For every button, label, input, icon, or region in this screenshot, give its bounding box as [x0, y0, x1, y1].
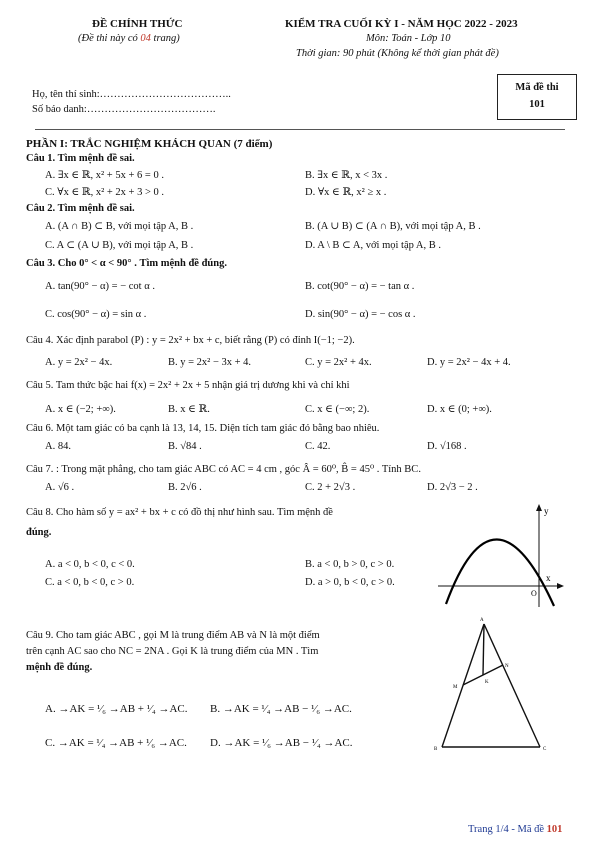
parabola-curve: [446, 539, 554, 606]
point-a-label: A: [480, 618, 484, 623]
point-m-label: M: [453, 685, 458, 690]
q7-option-a: A. √6 .: [45, 482, 75, 493]
q9-option-a: A. →AK = ¹⁄₆ →AB + ¹⁄₄ →AC.: [45, 703, 188, 715]
q4-stem: Câu 4. Xác định parabol (P) : y = 2x² + bx + c, biết rằng (P) có đỉnh I(−1; −2).: [26, 335, 355, 346]
triangle-figure: [428, 612, 568, 760]
q7-option-d: D. 2√3 − 2 .: [427, 482, 478, 493]
q4-option-c: C. y = 2x² + 4x.: [305, 357, 372, 368]
page-footer: [468, 824, 562, 835]
page-count-prefix: (Đề thi này có: [78, 33, 141, 44]
q7-option-b: B. 2√6 .: [168, 482, 202, 493]
edge-ab: [442, 624, 484, 747]
point-b-label: B: [434, 747, 438, 752]
q9-stem-line3: mệnh đề đúng.: [26, 662, 93, 673]
q1-option-c: C. ∀x ∈ ℝ, x² + 2x + 3 > 0 .: [45, 187, 165, 198]
segment-ak: [483, 624, 484, 675]
q3-option-b: B. cot(90° − α) = − tan α .: [305, 281, 415, 292]
x-axis-arrow: [557, 583, 564, 589]
q5-option-d: D. x ∈ (0; +∞).: [427, 404, 492, 415]
q3-option-c: C. cos(90° − α) = sin α .: [45, 309, 147, 320]
q2-option-a: A. (A ∩ B) ⊂ B, với mọi tập A, B .: [45, 221, 194, 232]
q8-stem-end: đúng.: [26, 527, 52, 538]
exam-code-label: Mã đề thi: [515, 82, 559, 93]
q8-option-d: D. a > 0, b < 0, c > 0.: [305, 577, 395, 588]
q3-stem: Câu 3. Cho 0° < α < 90° . Tìm mệnh đề đúng.: [26, 258, 227, 269]
origin-label: O: [531, 589, 537, 598]
q5-option-b: B. x ∈ ℝ.: [168, 404, 210, 415]
section-title: PHẦN I: TRẮC NGHIỆM KHÁCH QUAN (7 điểm): [26, 138, 273, 150]
edge-ac: [484, 624, 540, 747]
parabola-graph: [436, 502, 566, 612]
candidate-name-line: Họ, tên thí sinh:………………………………..: [32, 89, 231, 100]
q5-option-c: C. x ∈ (−∞; 2).: [305, 404, 370, 415]
q2-option-b: B. (A ∪ B) ⊂ (A ∩ B), với mọi tập A, B .: [305, 221, 481, 232]
q2-option-d: D. A \ B ⊂ A, với mọi tập A, B .: [305, 240, 441, 251]
q7-stem: Câu 7. : Trong mặt phẳng, cho tam giác ABC có AC = 4 cm , góc Â = 60⁰, B̂ = 45⁰ . Tính BC.: [26, 464, 421, 475]
q6-option-d: D. √168 .: [427, 441, 467, 452]
q3-option-d: D. sin(90° − α) = − cos α .: [305, 309, 416, 320]
q5-stem: Câu 5. Tam thức bậc hai f(x) = 2x² + 2x + 5 nhận giá trị dương khi và chỉ khi: [26, 380, 350, 391]
q8-option-a: A. a < 0, b < 0, c < 0.: [45, 559, 135, 570]
footer-text: Trang 1/4 - Mã đề: [468, 824, 547, 835]
subject-line: Môn: Toán - Lớp 10: [366, 33, 451, 44]
q6-stem: Câu 6. Một tam giác có ba cạnh là 13, 14, 15. Diện tích tam giác đó bằng bao nhiêu.: [26, 423, 380, 434]
exam-title: KIỂM TRA CUỐI KỲ I - NĂM HỌC 2022 - 2023: [285, 18, 518, 30]
y-axis-label: y: [544, 506, 549, 516]
q6-option-c: C. 42.: [305, 441, 331, 452]
point-k-label: K: [485, 680, 489, 685]
q1-stem: Câu 1. Tìm mệnh đề sai.: [26, 153, 135, 164]
exam-code-box: [497, 74, 577, 120]
time-line: Thời gian: 90 phút (Không kể thời gian phát đề): [296, 48, 499, 59]
q5-option-a: A. x ∈ (−2; +∞).: [45, 404, 116, 415]
page-count-number: 04: [140, 33, 151, 44]
q9-stem-line1: Câu 9. Cho tam giác ABC , gọi M là trung điểm AB và N là một điểm: [26, 630, 320, 641]
q9-option-c: C. →AK = ¹⁄₄ →AB + ¹⁄₆ →AC.: [45, 737, 187, 749]
q7-option-c: C. 2 + 2√3 .: [305, 482, 356, 493]
q4-option-b: B. y = 2x² − 3x + 4.: [168, 357, 252, 368]
page-count-suffix: trang): [150, 33, 180, 44]
q9-option-d: D. →AK = ¹⁄₆ →AB − ¹⁄₄ →AC.: [210, 737, 353, 749]
q1-option-d: D. ∀x ∈ ℝ, x² ≥ x .: [305, 187, 387, 198]
q3-option-a: A. tan(90° − α) = − cot α .: [45, 281, 155, 292]
footer-exam-code: 101: [546, 824, 563, 835]
q1-option-a: A. ∃x ∈ ℝ, x² + 5x + 6 = 0 .: [45, 170, 164, 181]
q8-stem: Câu 8. Cho hàm số y = ax² + bx + c có đồ thị như hình sau. Tìm mệnh đề: [26, 507, 333, 518]
q2-stem: Câu 2. Tìm mệnh đề sai.: [26, 203, 135, 214]
q9-stem-line2: trên cạnh AC sao cho NC = 2NA . Gọi K là trung điểm của MN . Tìm: [26, 646, 319, 657]
q6-option-b: B. √84 .: [168, 441, 202, 452]
point-c-label: C: [543, 747, 547, 752]
x-axis-label: x: [546, 573, 551, 583]
header-divider: [35, 129, 565, 130]
q9-option-b: B. →AK = ¹⁄₄ →AB − ¹⁄₆ →AC.: [210, 703, 352, 715]
q2-option-c: C. A ⊂ (A ∪ B), với mọi tập A, B .: [45, 240, 194, 251]
q8-option-b: B. a < 0, b > 0, c > 0.: [305, 559, 395, 570]
q8-option-c: C. a < 0, b < 0, c > 0.: [45, 577, 135, 588]
exam-code-value: 101: [529, 99, 545, 110]
candidate-id-line: Số báo danh:……………………………….: [32, 104, 216, 115]
q6-option-a: A. 84.: [45, 441, 71, 452]
q1-option-b: B. ∃x ∈ ℝ, x < 3x .: [305, 170, 388, 181]
q4-option-d: D. y = 2x² − 4x + 4.: [427, 357, 511, 368]
y-axis-arrow: [536, 504, 542, 511]
point-n-label: N: [505, 664, 509, 669]
q4-option-a: A. y = 2x² − 4x.: [45, 357, 113, 368]
exam-official-label: ĐỀ CHÍNH THỨC: [92, 18, 183, 30]
page-count-note: [78, 33, 180, 44]
